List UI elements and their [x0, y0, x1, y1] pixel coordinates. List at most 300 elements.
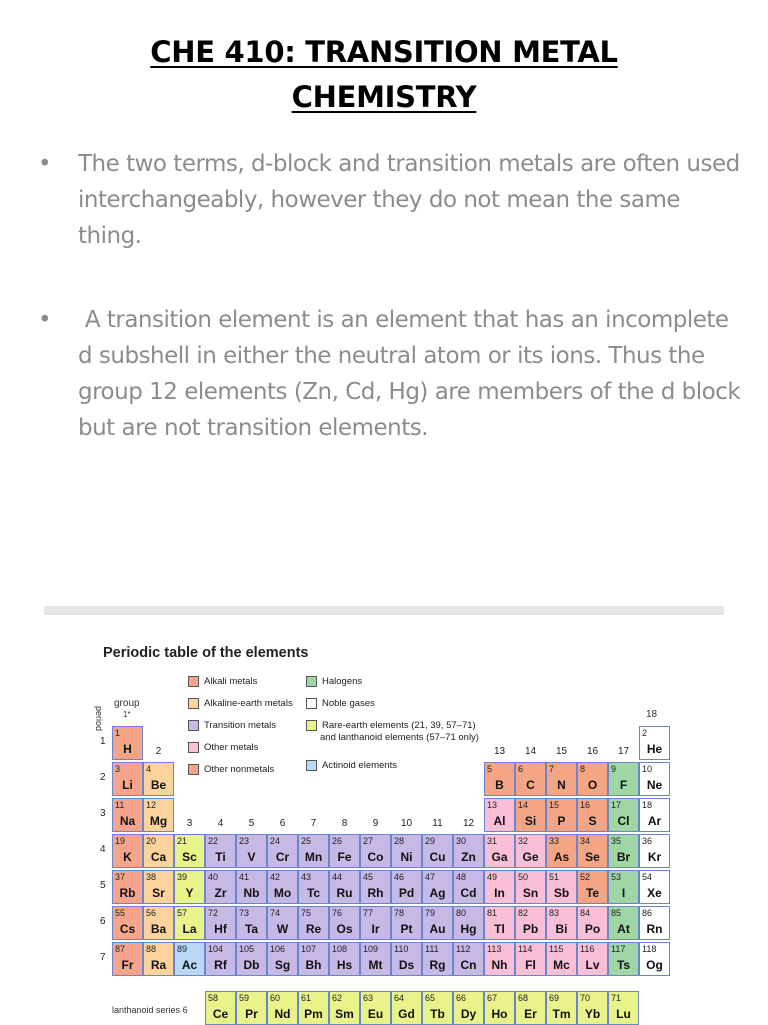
element-cell: [360, 906, 391, 940]
atomic-number: 60: [270, 993, 281, 1003]
atomic-number: 79: [425, 908, 436, 918]
atomic-number: 6: [518, 764, 524, 774]
atomic-number: 116: [580, 944, 595, 954]
element-symbol: Bi: [555, 922, 568, 936]
element-cell: [546, 906, 577, 940]
element-symbol: Nh: [491, 958, 508, 972]
element-cell: [515, 798, 546, 832]
element-symbol: Ts: [616, 958, 631, 972]
atomic-number: 36: [642, 836, 653, 846]
element-cell: [453, 991, 484, 1025]
element-cell: [143, 762, 174, 796]
atomic-number: 63: [363, 993, 374, 1003]
legend-label: and lanthanoid elements (57–71 only): [320, 732, 479, 743]
element-cell: [422, 834, 453, 868]
element-symbol: Mt: [368, 958, 383, 972]
element-symbol: Be: [150, 778, 167, 792]
atomic-number: 17: [611, 800, 622, 810]
element-symbol: Db: [243, 958, 260, 972]
lanthanoid-period: 6: [182, 1005, 188, 1015]
element-cell: [267, 834, 298, 868]
atomic-number: 112: [456, 944, 471, 954]
atomic-number: 45: [363, 872, 374, 882]
element-symbol: Ti: [215, 850, 226, 864]
period-number: 6: [100, 916, 106, 927]
legend-item: [188, 676, 257, 687]
atomic-number: 40: [208, 872, 219, 882]
atomic-number: 111: [425, 944, 439, 954]
atomic-number: 50: [518, 872, 529, 882]
period-axis-label: period: [94, 706, 104, 732]
group-number: 8: [341, 818, 348, 829]
atomic-number: 2: [642, 728, 648, 738]
element-cell: [577, 834, 608, 868]
element-symbol: Rf: [214, 958, 227, 972]
element-symbol: Te: [585, 886, 600, 900]
period-number: 2: [100, 772, 106, 783]
element-cell: [608, 942, 639, 976]
element-cell: [329, 834, 360, 868]
element-symbol: Ra: [150, 958, 167, 972]
legend-swatch: [188, 698, 199, 709]
element-symbol: He: [646, 742, 663, 756]
element-cell: [267, 991, 298, 1025]
element-cell: [236, 906, 267, 940]
element-cell: [112, 942, 143, 976]
element-cell: [360, 942, 391, 976]
element-cell: [639, 762, 670, 796]
element-cell: [639, 942, 670, 976]
atomic-number: 61: [301, 993, 312, 1003]
element-cell: [422, 991, 453, 1025]
element-cell: [546, 834, 577, 868]
atomic-number: 3: [115, 764, 121, 774]
element-symbol: Rh: [367, 886, 384, 900]
element-symbol: Al: [493, 814, 506, 828]
group-number: 10: [400, 818, 413, 829]
element-symbol: Co: [367, 850, 384, 864]
element-cell: [608, 834, 639, 868]
legend-swatch: [306, 760, 317, 771]
element-cell: [112, 798, 143, 832]
legend-item: [306, 676, 362, 687]
bullet-text: The two terms, d-block and transition metals are often used interchangeably, however they do not mean the same thing.: [78, 151, 740, 249]
group-number: 2: [155, 746, 162, 757]
element-cell: [453, 834, 484, 868]
group-number: 4: [217, 818, 224, 829]
atomic-number: 29: [425, 836, 436, 846]
element-symbol: Ba: [150, 922, 167, 936]
element-cell: [546, 942, 577, 976]
atomic-number: 81: [487, 908, 498, 918]
element-symbol: Tm: [552, 1007, 571, 1021]
bullet-item: [38, 302, 748, 446]
element-symbol: Tl: [494, 922, 505, 936]
element-cell: [422, 870, 453, 904]
element-symbol: Si: [524, 814, 537, 828]
element-cell: [577, 906, 608, 940]
element-symbol: K: [123, 850, 132, 864]
element-symbol: Hf: [214, 922, 227, 936]
element-symbol: Po: [584, 922, 601, 936]
atomic-number: 69: [549, 993, 560, 1003]
element-symbol: Cr: [275, 850, 290, 864]
atomic-number: 38: [146, 872, 157, 882]
element-symbol: C: [526, 778, 535, 792]
element-cell: [484, 798, 515, 832]
legend-item: [306, 760, 397, 771]
atomic-number: 117: [611, 944, 626, 954]
legend-swatch: [188, 764, 199, 775]
atomic-number: 86: [642, 908, 653, 918]
element-symbol: W: [276, 922, 289, 936]
element-cell: [143, 834, 174, 868]
atomic-number: 12: [146, 800, 157, 810]
element-cell: [639, 798, 670, 832]
atomic-number: 59: [239, 993, 250, 1003]
element-cell: [112, 906, 143, 940]
element-cell: [546, 870, 577, 904]
element-cell: [236, 870, 267, 904]
group-number: 9: [372, 818, 379, 829]
element-symbol: S: [588, 814, 597, 828]
element-cell: [112, 762, 143, 796]
atomic-number: 22: [208, 836, 219, 846]
element-symbol: Ag: [429, 886, 446, 900]
element-cell: [112, 834, 143, 868]
element-cell: [329, 870, 360, 904]
element-symbol: Eu: [367, 1007, 384, 1021]
element-cell: [298, 906, 329, 940]
element-symbol: Hs: [336, 958, 353, 972]
atomic-number: 16: [580, 800, 591, 810]
element-cell: [639, 726, 670, 760]
atomic-number: 53: [611, 872, 622, 882]
element-cell: [515, 991, 546, 1025]
atomic-number: 4: [146, 764, 152, 774]
element-symbol: Fe: [337, 850, 352, 864]
atomic-number: 8: [580, 764, 586, 774]
element-cell: [608, 870, 639, 904]
atomic-number: 71: [611, 993, 622, 1003]
element-symbol: Og: [646, 958, 663, 972]
atomic-number: 75: [301, 908, 312, 918]
element-cell: [577, 991, 608, 1025]
element-symbol: Sc: [182, 850, 197, 864]
element-cell: [546, 991, 577, 1025]
legend-item: [188, 742, 258, 753]
atomic-number: 5: [487, 764, 493, 774]
atomic-number: 88: [146, 944, 157, 954]
atomic-number: 9: [611, 764, 617, 774]
element-cell: [546, 762, 577, 796]
group-number: 5: [248, 818, 255, 829]
element-cell: [484, 762, 515, 796]
periodic-table-figure: [88, 636, 688, 1024]
element-cell: [329, 942, 360, 976]
element-cell: [360, 834, 391, 868]
atomic-number: 74: [270, 908, 281, 918]
element-cell: [205, 906, 236, 940]
atomic-number: 20: [146, 836, 157, 846]
legend-label: Rare-earth elements (21, 39, 57–71): [322, 720, 476, 731]
element-cell: [608, 906, 639, 940]
element-cell: [391, 906, 422, 940]
element-symbol: Sn: [522, 886, 539, 900]
atomic-number: 10: [642, 764, 653, 774]
element-symbol: Ce: [212, 1007, 229, 1021]
group-number: 12: [462, 818, 475, 829]
element-cell: [453, 906, 484, 940]
atomic-number: 48: [456, 872, 467, 882]
atomic-number: 65: [425, 993, 436, 1003]
element-cell: [639, 834, 670, 868]
atomic-number: 32: [518, 836, 529, 846]
element-symbol: Ca: [150, 850, 167, 864]
element-cell: [174, 942, 205, 976]
atomic-number: 73: [239, 908, 250, 918]
lanthanoid-series-label: [112, 1005, 188, 1015]
atomic-number: 66: [456, 993, 467, 1003]
atomic-number: 70: [580, 993, 591, 1003]
atomic-number: 82: [518, 908, 529, 918]
lanthanoid-series-text: lanthanoid series: [112, 1005, 181, 1015]
atomic-number: 41: [239, 872, 250, 882]
legend-label: Alkali metals: [204, 676, 258, 687]
atomic-number: 1: [115, 728, 121, 738]
element-symbol: Rb: [119, 886, 136, 900]
atomic-number: 72: [208, 908, 219, 918]
group-number: 6: [279, 818, 286, 829]
atomic-number: 27: [363, 836, 374, 846]
element-cell: [360, 991, 391, 1025]
legend-swatch: [188, 720, 199, 731]
atomic-number: 49: [487, 872, 498, 882]
element-cell: [174, 906, 205, 940]
element-symbol: Lv: [585, 958, 600, 972]
legend-item: [306, 698, 375, 709]
element-cell: [484, 906, 515, 940]
atomic-number: 21: [177, 836, 188, 846]
element-symbol: Mg: [149, 814, 168, 828]
element-symbol: Na: [119, 814, 136, 828]
atomic-number: 25: [301, 836, 312, 846]
element-symbol: Tb: [430, 1007, 445, 1021]
atomic-number: 19: [115, 836, 126, 846]
atomic-number: 31: [487, 836, 498, 846]
period-number: 5: [100, 880, 106, 891]
element-symbol: Cu: [429, 850, 446, 864]
element-cell: [174, 834, 205, 868]
legend-item: [188, 720, 276, 731]
element-symbol: Ru: [336, 886, 353, 900]
element-symbol: Cl: [617, 814, 630, 828]
atomic-number: 113: [487, 944, 502, 954]
element-symbol: Ir: [371, 922, 380, 936]
atomic-number: 56: [146, 908, 157, 918]
element-cell: [205, 834, 236, 868]
element-symbol: Sb: [553, 886, 570, 900]
element-symbol: Ge: [522, 850, 539, 864]
legend-item: [188, 698, 293, 709]
element-cell: [143, 906, 174, 940]
element-symbol: Nd: [274, 1007, 291, 1021]
element-symbol: Nb: [243, 886, 260, 900]
element-cell: [391, 991, 422, 1025]
element-cell: [608, 798, 639, 832]
legend-label: Halogens: [322, 676, 363, 687]
element-cell: [391, 870, 422, 904]
atomic-number: 28: [394, 836, 405, 846]
element-symbol: Ne: [646, 778, 663, 792]
atomic-number: 107: [301, 944, 317, 954]
bullet-marker: •: [38, 307, 52, 333]
element-symbol: As: [553, 850, 570, 864]
legend-item: [306, 720, 476, 731]
element-symbol: Kr: [647, 850, 662, 864]
element-cell: [391, 834, 422, 868]
element-cell: [515, 762, 546, 796]
element-symbol: N: [557, 778, 566, 792]
period-number: 1: [100, 736, 106, 747]
element-cell: [515, 906, 546, 940]
element-cell: [546, 798, 577, 832]
legend-label: Alkaline-earth metals: [204, 698, 293, 709]
atomic-number: 54: [642, 872, 653, 882]
element-symbol: Pt: [400, 922, 413, 936]
group-1-label: 1*: [123, 710, 131, 719]
element-cell: [112, 726, 143, 760]
element-cell: [267, 906, 298, 940]
atomic-number: 68: [518, 993, 529, 1003]
image-top-divider: [44, 606, 724, 615]
bullet-text: A transition element is an element that has an incomplete d subshell in either the neutral atom or its ions. Thus the group 12 elements (Zn, Cd, Hg) are members of the d block but are not transition elements.: [78, 307, 747, 441]
atomic-number: 67: [487, 993, 498, 1003]
element-cell: [515, 834, 546, 868]
atomic-number: 26: [332, 836, 343, 846]
group-number: 11: [432, 818, 443, 829]
element-symbol: O: [587, 778, 598, 792]
legend-item: [320, 732, 479, 743]
element-cell: [298, 870, 329, 904]
legend-swatch: [188, 676, 199, 687]
legend-label: Noble gases: [322, 698, 375, 709]
atomic-number: 35: [611, 836, 622, 846]
legend-label: Actinoid elements: [322, 760, 397, 771]
atomic-number: 104: [208, 944, 224, 954]
element-cell: [453, 942, 484, 976]
element-symbol: B: [495, 778, 504, 792]
atomic-number: 46: [394, 872, 405, 882]
periodic-table-title: Periodic table of the elements: [103, 645, 309, 661]
element-symbol: Tc: [306, 886, 321, 900]
atomic-number: 18: [642, 800, 653, 810]
element-cell: [360, 870, 391, 904]
element-symbol: Rg: [429, 958, 446, 972]
slide-title-line-1: CHE 410: TRANSITION METAL: [150, 35, 618, 69]
group-number: 14: [524, 746, 537, 757]
atomic-number: 114: [518, 944, 533, 954]
element-symbol: F: [619, 778, 628, 792]
element-symbol: Mc: [553, 958, 570, 972]
element-cell: [577, 762, 608, 796]
element-symbol: Ho: [491, 1007, 508, 1021]
bullet-marker: •: [38, 151, 52, 177]
element-symbol: Y: [185, 886, 194, 900]
atomic-number: 110: [394, 944, 409, 954]
element-cell: [484, 991, 515, 1025]
atomic-number: 83: [549, 908, 560, 918]
element-symbol: Dy: [460, 1007, 477, 1021]
legend-label: Other nonmetals: [204, 764, 275, 775]
atomic-number: 24: [270, 836, 281, 846]
element-cell: [608, 762, 639, 796]
element-cell: [205, 991, 236, 1025]
element-symbol: I: [621, 886, 626, 900]
atomic-number: 7: [549, 764, 555, 774]
element-symbol: Sm: [335, 1007, 354, 1021]
element-cell: [422, 942, 453, 976]
group-number: 3: [186, 818, 193, 829]
element-cell: [577, 870, 608, 904]
element-symbol: Re: [305, 922, 322, 936]
atomic-number: 43: [301, 872, 312, 882]
element-symbol: Pb: [522, 922, 539, 936]
element-symbol: Rn: [646, 922, 663, 936]
element-symbol: P: [557, 814, 566, 828]
element-symbol: Pd: [398, 886, 415, 900]
element-symbol: Ar: [647, 814, 662, 828]
element-symbol: Lu: [616, 1007, 631, 1021]
element-symbol: Pm: [304, 1007, 323, 1021]
element-cell: [298, 834, 329, 868]
element-cell: [143, 942, 174, 976]
element-cell: [143, 798, 174, 832]
legend-swatch: [306, 698, 317, 709]
atomic-number: 14: [518, 800, 529, 810]
element-cell: [484, 870, 515, 904]
element-cell: [391, 942, 422, 976]
element-symbol: Yb: [584, 1007, 601, 1021]
atomic-number: 108: [332, 944, 348, 954]
element-symbol: Li: [122, 778, 133, 792]
group-number: 17: [617, 746, 630, 757]
atomic-number: 30: [456, 836, 467, 846]
element-symbol: Mn: [304, 850, 323, 864]
atomic-number: 76: [332, 908, 343, 918]
element-symbol: Bh: [305, 958, 322, 972]
element-symbol: Zr: [214, 886, 227, 900]
atomic-number: 77: [363, 908, 374, 918]
element-symbol: Sr: [152, 886, 165, 900]
element-cell: [484, 834, 515, 868]
element-cell: [639, 906, 670, 940]
element-cell: [608, 991, 639, 1025]
atomic-number: 58: [208, 993, 219, 1003]
element-symbol: Er: [524, 1007, 537, 1021]
element-cell: [174, 870, 205, 904]
element-symbol: Cs: [119, 922, 136, 936]
atomic-number: 78: [394, 908, 405, 918]
atomic-number: 106: [270, 944, 286, 954]
element-cell: [639, 870, 670, 904]
element-cell: [236, 834, 267, 868]
bullet-item: [38, 146, 748, 254]
element-symbol: Zn: [461, 850, 476, 864]
element-cell: [236, 991, 267, 1025]
atomic-number: 23: [239, 836, 250, 846]
element-symbol: Pr: [245, 1007, 258, 1021]
